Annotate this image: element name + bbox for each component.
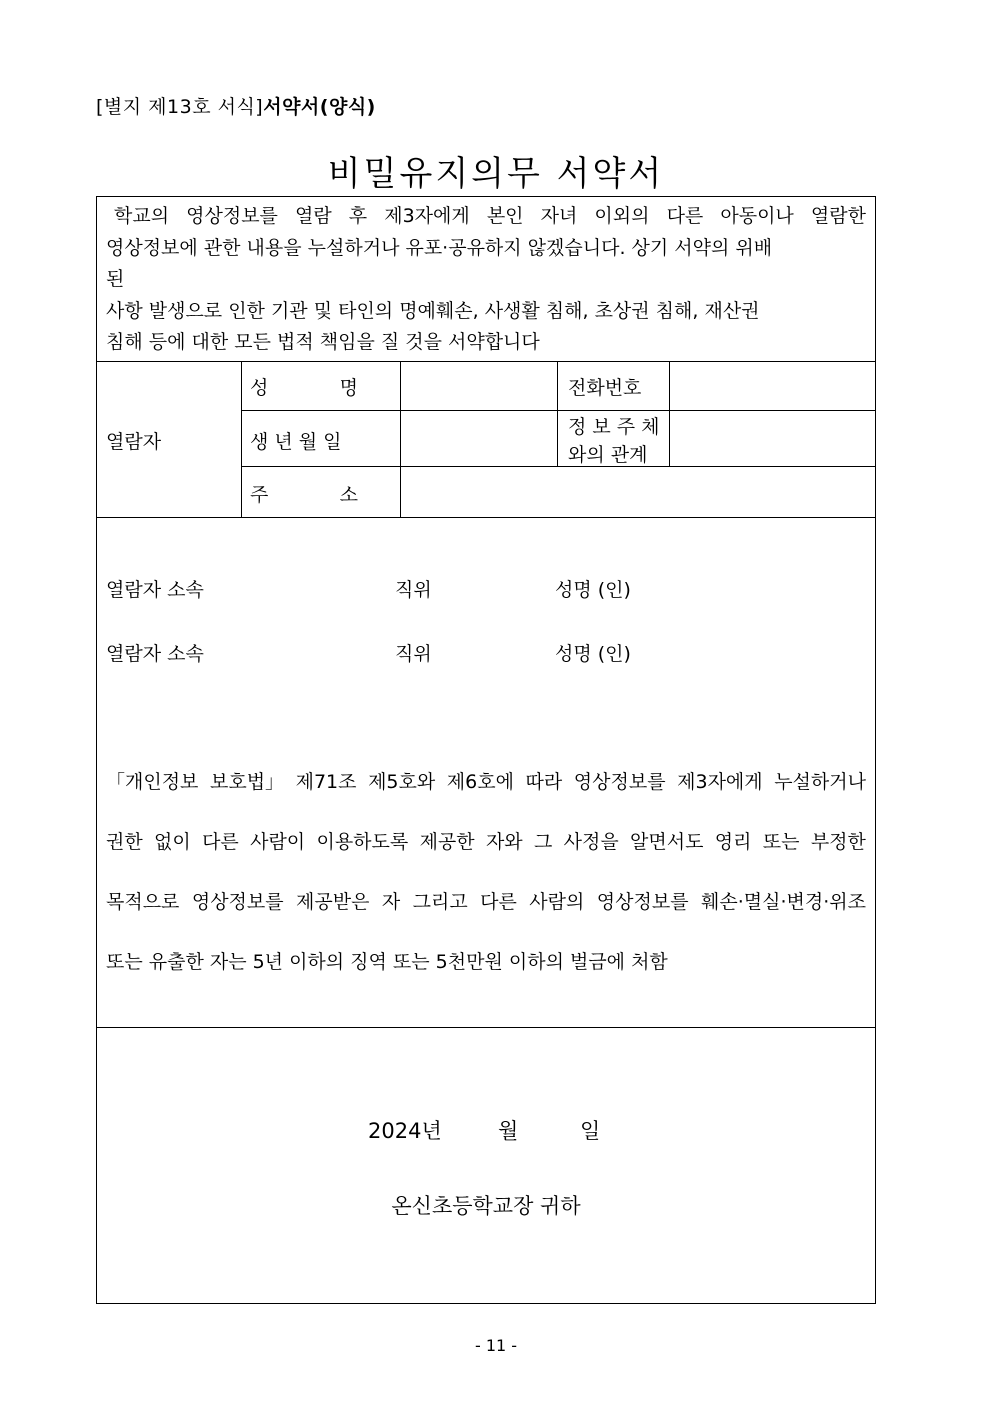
word: 제3자에게 xyxy=(384,205,470,227)
recipient-line: 온신초등학교장 귀하 xyxy=(391,1194,581,1218)
word: 다른 xyxy=(666,205,704,227)
date-month: 월 xyxy=(498,1119,519,1143)
word: 자녀 xyxy=(540,205,578,227)
pledge-line: 된 xyxy=(106,268,125,290)
birthdate-label: 생 년 월 일 xyxy=(250,431,342,453)
page-number: - 11 - xyxy=(474,1336,518,1355)
pledge-line xyxy=(106,201,866,233)
col-divider-2 xyxy=(400,361,401,517)
word: 제공받은 xyxy=(296,891,370,913)
date-day: 일 xyxy=(580,1119,601,1143)
word: 영상정보를 xyxy=(191,891,284,913)
word: 목적으로 xyxy=(106,891,180,913)
relation-field[interactable] xyxy=(671,412,874,465)
address-label: 주 소 xyxy=(250,484,358,506)
word: 영상정보를 xyxy=(596,891,689,913)
word: 학교의 xyxy=(114,205,170,227)
position-label: 직위 xyxy=(395,643,432,665)
word: 제3자에게 xyxy=(677,771,763,793)
word: 없이 xyxy=(154,831,191,853)
word: 제6호에 xyxy=(446,771,514,793)
word: 이외의 xyxy=(594,205,650,227)
word: 사람이 xyxy=(250,831,306,853)
affiliation-label: 열람자 소속 xyxy=(106,643,204,665)
pledge-text xyxy=(106,201,866,359)
birthdate-field[interactable] xyxy=(402,412,555,465)
word: 제공한 xyxy=(419,831,475,853)
phone-label: 전화번호 xyxy=(568,377,642,399)
word: 영리 xyxy=(714,831,752,853)
pledge-line: 침해 등에 대한 모든 법적 책임을 질 것을 서약합니다 xyxy=(106,331,540,353)
word: 알면서도 xyxy=(630,831,704,853)
legal-notice-line xyxy=(106,767,866,794)
word: 후 xyxy=(348,205,368,227)
name-field[interactable] xyxy=(402,363,555,409)
word: 아동이나 xyxy=(720,205,794,227)
form-label xyxy=(96,92,376,119)
col-divider-4 xyxy=(669,361,670,466)
word: 열람한 xyxy=(810,205,866,227)
word: 제5호와 xyxy=(368,771,436,793)
word: 제71조 xyxy=(295,771,357,793)
word: 영상정보를 xyxy=(573,771,666,793)
word: 그리고 xyxy=(412,891,468,913)
divider-law xyxy=(96,1027,876,1028)
date-year: 2024년 xyxy=(368,1119,442,1143)
pledge-line: 사항 발생으로 인한 기관 및 타인의 명예훼손, 사생활 침해, 초상권 침해, 재산권 xyxy=(106,299,760,322)
divider-pledge xyxy=(96,361,876,362)
word: 다른 xyxy=(480,891,517,913)
word: 「개인정보 xyxy=(106,771,199,793)
word: 보호법」 xyxy=(209,771,285,793)
col-divider-1 xyxy=(241,361,242,517)
legal-notice-line xyxy=(106,827,866,854)
divider-table xyxy=(96,517,876,518)
word: 영상정보를 xyxy=(186,205,278,227)
word: 사람의 xyxy=(529,891,585,913)
signature-name-label[interactable]: 성명 (인) xyxy=(555,579,631,601)
document-title: 비밀유지의무 서약서 xyxy=(327,154,665,194)
word: 또는 xyxy=(762,831,800,853)
form-type: 서약서(양식) xyxy=(263,96,376,118)
word: 권한 xyxy=(106,831,143,853)
legal-notice-line: 또는 유출한 자는 5년 이하의 징역 또는 5천만원 이하의 벌금에 처함 xyxy=(106,951,668,973)
pledge-line: 영상정보에 관한 내용을 누설하거나 유포·공유하지 않겠습니다. 상기 서약의 위배 xyxy=(106,236,773,259)
word: 부정한 xyxy=(810,831,866,853)
viewer-group-label: 열람자 xyxy=(106,431,162,453)
address-field[interactable] xyxy=(402,468,874,516)
relation-label: 정 보 주 체 와의 관계 xyxy=(568,416,660,466)
word: 훼손·멸실·변경·위조 xyxy=(700,891,866,913)
divider-row1 xyxy=(241,410,876,411)
word: 다른 xyxy=(202,831,239,853)
signature-name-label[interactable]: 성명 (인) xyxy=(555,643,631,665)
col-divider-3 xyxy=(557,361,558,466)
affiliation-label: 열람자 소속 xyxy=(106,579,204,601)
phone-field[interactable] xyxy=(671,363,874,409)
position-label: 직위 xyxy=(395,579,432,601)
word: 따라 xyxy=(525,771,563,793)
name-label: 성 명 xyxy=(250,377,358,399)
word: 사정을 xyxy=(563,831,619,853)
word: 이용하도록 xyxy=(316,831,409,853)
legal-notice-line xyxy=(106,887,866,914)
word: 그 xyxy=(533,831,553,853)
word: 본인 xyxy=(486,205,524,227)
divider-row2 xyxy=(241,466,876,467)
word: 열람 xyxy=(295,205,332,227)
form-number: [별지 제13호 서식] xyxy=(96,96,264,118)
word: 자와 xyxy=(485,831,523,853)
word: 누설하거나 xyxy=(774,771,866,793)
word: 자 xyxy=(381,891,401,913)
